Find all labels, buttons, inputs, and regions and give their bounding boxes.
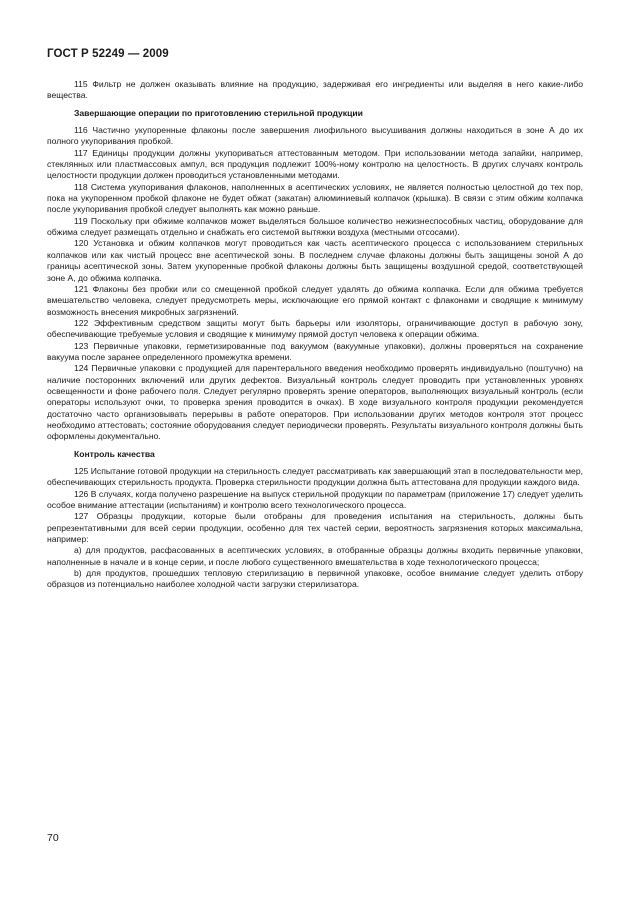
section-heading-sterile: Завершающие операции по приготовлению стерильной продукции bbox=[74, 107, 363, 118]
paragraph-116: 116 Частично укупоренные флаконы после завершения лиофильного высушивания должны находиться в зоне А до их полного укупоривания пробкой. bbox=[47, 125, 583, 147]
list-item-a: а) для продуктов, расфасованных в асептических условиях, в отобранные образцы должны входить первичные упаковки, наполненные в начале и в конце серии, и после любого существенного вмешательства в ходе технологического процесса; bbox=[47, 545, 583, 567]
page-number: 70 bbox=[47, 832, 59, 844]
paragraph-120: 120 Установка и обжим колпачков могут проводиться как часть асептического процесса с использованием стерильных колпачков или как чистый процесс вне асептической зоны. В последнем случае флаконы должны быть защищены зоной А до границы асептической зоны. Затем укупоренные пробкой флаконы должны быть защищены воздушной средой, соответствующей зоне А, до обжима колпачка. bbox=[47, 238, 583, 283]
paragraph-124: 124 Первичные упаковки с продукцией для парентерального введения необходимо проверять индивидуально (поштучно) на наличие посторонних включений или других дефектов. Визуальный контроль следует проводить при установленных уровнях освещенности и фоне рабочего поля. Следует регулярно проверять зрение операторов, выполняющих визуальный контроль (если операторы используют очки, то проверка зрения проводится в очках). В ходе визуального контроля продукции рекомендуется достаточно часто организовывать перерывы в работе операторов. При использовании других методов контроля этот процесс необходимо аттестовать; состояние оборудования следует периодически проверять. Результаты визуального контроля должны быть оформлены документально. bbox=[47, 363, 583, 442]
paragraph-117: 117 Единицы продукции должны укупориваться аттестованным методом. При использовании метода запайки, например, стеклянных или пластмассовых ампул, вся продукция подлежит 100%-ному контролю на целостность. В других случаях контроль целостности продукции должен проводиться установленными методами. bbox=[47, 147, 583, 181]
paragraph-127: 127 Образцы продукции, которые были отобраны для проведения испытания на стерильность, должны быть репрезентативными для всей серии продукции, особенно для тех частей серии, вероятность загрязнения которых максимальна, например: bbox=[47, 511, 583, 545]
document-header: ГОСТ Р 52249 — 2009 bbox=[47, 48, 169, 60]
section-heading-quality: Контроль качества bbox=[74, 448, 155, 459]
paragraph-115: 115 Фильтр не должен оказывать влияние на продукцию, задерживая его ингредиенты или выделяя в него какие-либо вещества. bbox=[47, 79, 583, 101]
list-item-b: b) для продуктов, прошедших тепловую стерилизацию в первичной упаковке, особое внимание следует уделить отбору образцов из потенциально наиболее холодной части загрузки стерилизатора. bbox=[47, 568, 583, 590]
paragraph-122: 122 Эффективным средством защиты могут быть барьеры или изоляторы, ограничивающие доступ в рабочую зону, обеспечивающие требуемые условия и сводящие к минимуму прямой доступ человека к операции обжима. bbox=[47, 317, 583, 340]
paragraph-125: 125 Испытание готовой продукции на стерильность следует рассматривать как завершающий этап в последовательности мер, обеспечивающих стерильность продукта. Проверка стерильности продукции должна быть аттестована для продукции каждого вида. bbox=[47, 466, 583, 488]
paragraph-119: 119 Поскольку при обжиме колпачков может выделяться большое количество нежизнеспособных частиц, оборудование для обжима следует размещать отдельно и снабжать его системой вытяжки воздуха (местными отсосами). bbox=[47, 215, 583, 238]
paragraph-118: 118 Система укупоривания флаконов, наполненных в асептических условиях, не является полностью целостной до тех пор, пока на укупоренном пробкой флаконе не будет обжат (закатан) алюминиевый колпачок (крышка). В связи с этим обжим колпачка после укупоривания пробкой следует выполнять как можно раньше. bbox=[47, 181, 583, 215]
paragraph-126: 126 В случаях, когда получено разрешение на выпуск стерильной продукции по параметрам (приложение 17) следует уделить особое внимание аттестации (испытаниям) и контролю всего технологического процесса. bbox=[47, 488, 583, 511]
document-body bbox=[47, 79, 583, 591]
paragraph-123: 123 Первичные упаковки, герметизированные под вакуумом (вакуумные упаковки), должны проверяться на сохранение вакуума после заранее определенного промежутка времени. bbox=[47, 340, 583, 362]
paragraph-121: 121 Флаконы без пробки или со смещенной пробкой следует удалять до обжима колпачка. Если для обжима требуется вмешательство человека, следует предусмотреть меры, исключающие его прямой контакт с флаконами и сводящие к минимуму возможность внесения микробных загрязнений. bbox=[47, 283, 583, 317]
